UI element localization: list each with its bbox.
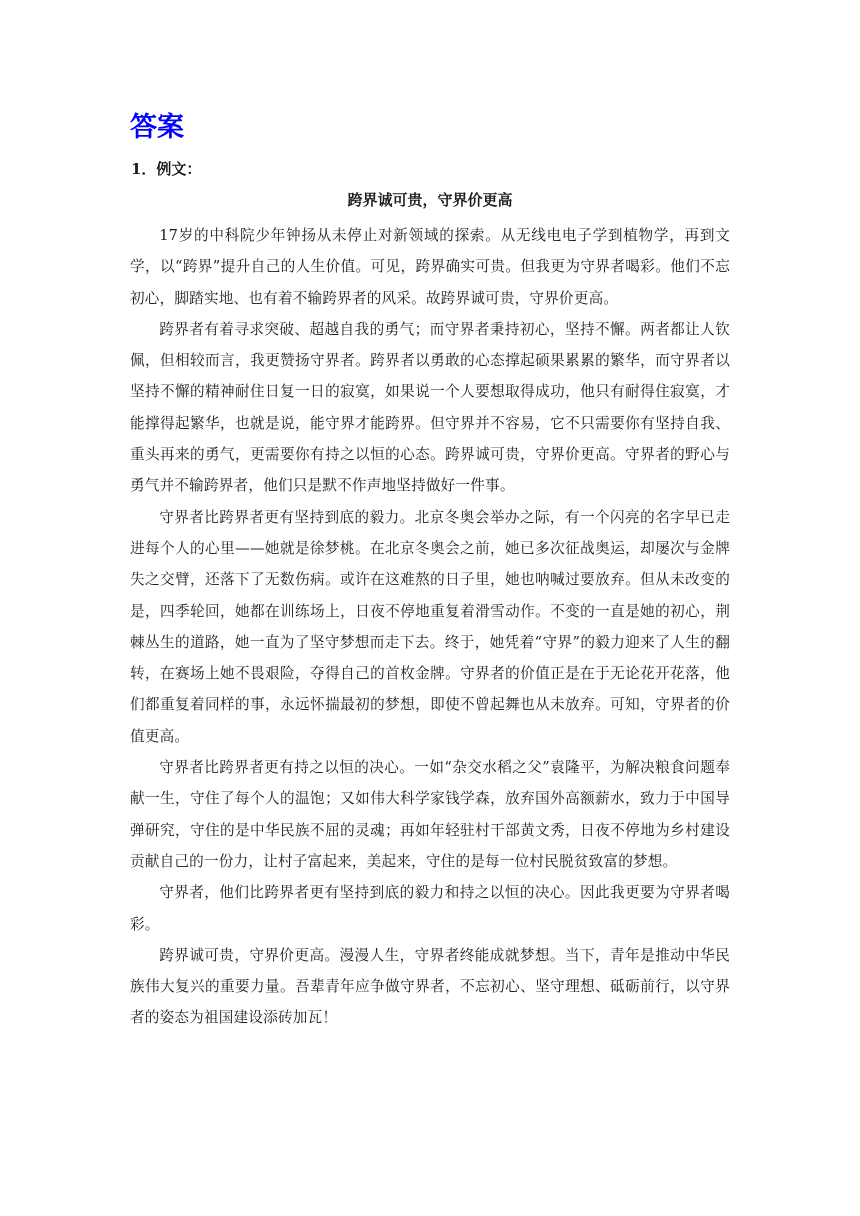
essay-title: 跨界诚可贵，守界价更高 [347,191,513,209]
paragraph-3: 守界者比跨界者更有坚持到底的毅力。北京冬奥会举办之际，有一个闪亮的名字早已走进每个人的心里——她就是徐梦桃。在北京冬奥会之前，她已多次征战奥运，却屡次与金牌失之交臂，还落下了无数伤病。或许在这难熬的日子里，她也呐喊过要放弃。但从未改变的是，四季轮回，她都在训练场上，日夜不停地重复着滑雪动作。不变的一直是她的初心，荆棘丛生的道路，她一直为了坚守梦想而走下去。终于，她凭着“守界”的毅力迎来了人生的翻转，在赛场上她不畏艰险，夺得自己的首枚金牌。守界者的价值正是在于无论花开花落，他们都重复着同样的事，永远怀揣最初的梦想，即使不曾起舞也从未放弃。可知，守界者的价值更高。 [130,508,730,745]
paragraph-6: 跨界诚可贵，守界价更高。漫漫人生，守界者终能成就梦想。当下，青年是推动中华民族伟大复兴的重要力量。吾辈青年应争做守界者，不忘初心、坚守理想、砥砺前行，以守界者的姿态为祖国建设添砖加瓦！ [130,946,730,1027]
question-label: 1．例文： [131,160,202,178]
paragraph-4: 守界者比跨界者更有持之以恒的决心。一如“杂交水稻之父”袁隆平，为解决粮食问题奉献一生，守住了每个人的温饱；又如伟大科学家钱学森，放弃国外高额薪水，致力于中国导弹研究，守住的是中华民族不屈的灵魂；再如年轻驻村干部黄文秀，日夜不停地为乡村建设贡献自己的一份力，让村子富起来，美起来，守住的是每一位村民脱贫致富的梦想。 [130,759,730,870]
paragraph-1: 17岁的中科院少年钟扬从未停止对新领域的探索。从无线电电子学到植物学，再到文学，以“跨界”提升自己的人生价值。可见，跨界确实可贵。但我更为守界者喝彩。他们不忘初心，脚踏实地、也有着不输跨界者的风采。故跨界诚可贵，守界价更高。 [130,227,730,307]
paragraph-5: 守界者，他们比跨界者更有坚持到底的毅力和持之以恒的决心。因此我更要为守界者喝彩。 [130,884,730,933]
essay-body [130,220,730,1034]
paragraph-2: 跨界者有着寻求突破、超越自我的勇气；而守界者秉持初心，坚持不懈。两者都让人钦佩，但相较而言，我更赞扬守界者。跨界者以勇敢的心态撑起硕果累累的繁华，而守界者以坚持不懈的精神耐住日复一日的寂寞，如果说一个人要想取得成功，他只有耐得住寂寞，才能撑得起繁华，也就是说，能守界才能跨界。但守界并不容易，它不只需要你有坚持自我、重头再来的勇气，更需要你有持之以恒的心态。跨界诚可贵，守界价更高。守界者的野心与勇气并不输跨界者，他们只是默不作声地坚持做好一件事。 [130,320,730,495]
answer-heading: 答案 [130,112,184,143]
